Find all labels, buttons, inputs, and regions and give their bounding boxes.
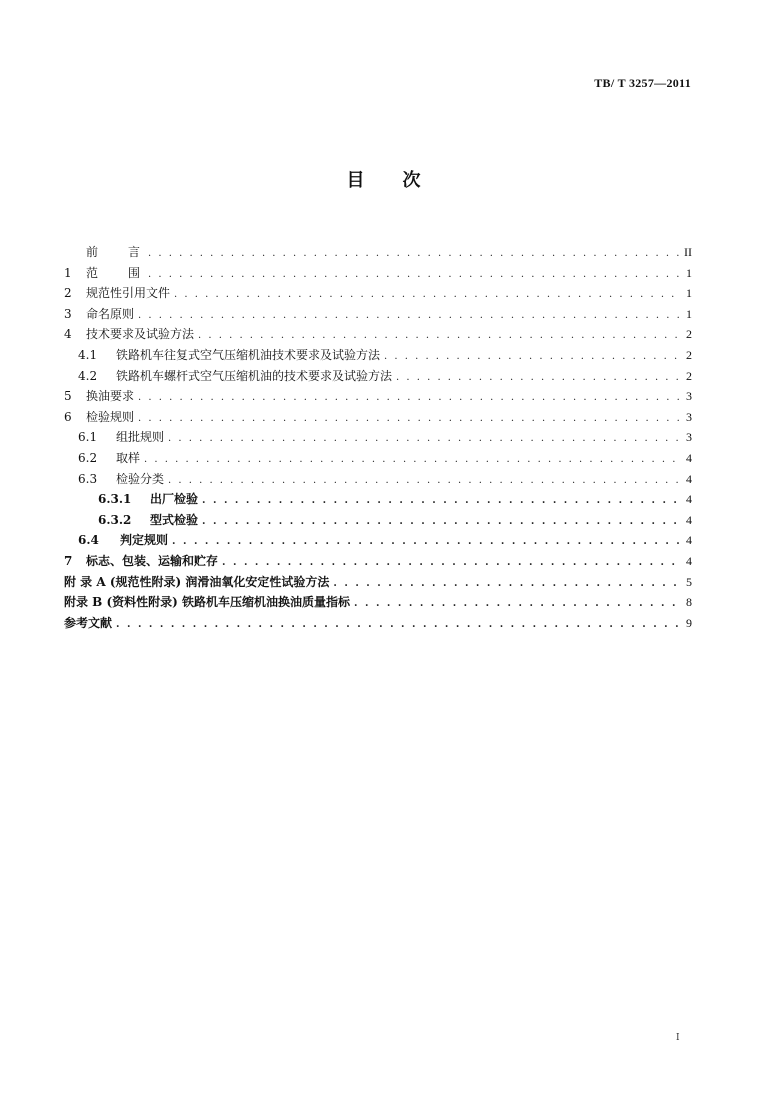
toc-entry[interactable] (64, 242, 692, 263)
dot-leader (202, 512, 680, 532)
toc-entry[interactable] (64, 283, 692, 304)
toc-entry[interactable] (64, 386, 692, 407)
page-number: I (676, 1033, 680, 1043)
dot-leader (333, 574, 680, 594)
toc-entry-number: 6.2 (78, 450, 98, 465)
table-of-contents (64, 242, 692, 633)
toc-entry-page: 4 (686, 492, 692, 507)
toc-entry-label: 附录 B (资料性附录) 铁路机车压缩机油换油质量指标 (64, 595, 351, 610)
toc-entry-label: 检验规则 (86, 409, 135, 424)
toc-entry[interactable] (64, 427, 692, 448)
toc-entry-page: 4 (686, 553, 692, 568)
toc-entry[interactable] (64, 324, 692, 345)
toc-entry-page: 2 (686, 347, 692, 362)
dot-leader (168, 471, 680, 491)
toc-entry[interactable] (64, 366, 692, 387)
toc-entry-page: 3 (686, 430, 692, 445)
dot-leader (174, 285, 680, 305)
toc-entry[interactable] (64, 613, 692, 634)
page-title: 目次 (346, 170, 459, 191)
dot-leader (116, 615, 680, 635)
toc-entry-page: II (684, 245, 692, 259)
toc-entry-label: 范围 (86, 265, 171, 280)
toc-entry-page: 2 (686, 368, 692, 383)
toc-entry-page: 2 (686, 327, 692, 342)
toc-entry-label: 取样 (116, 450, 141, 465)
toc-entry-number: 4.1 (78, 347, 98, 362)
toc-entry-label: 检验分类 (116, 471, 165, 486)
toc-entry-page: 4 (686, 450, 692, 465)
dot-leader (148, 265, 680, 285)
toc-entry[interactable] (64, 407, 692, 428)
toc-entry-label: 铁路机车螺杆式空气压缩机油的技术要求及试验方法 (116, 368, 393, 383)
toc-entry-number: 5 (64, 389, 72, 404)
toc-entry-number: 6 (64, 409, 72, 424)
toc-entry-label: 附 录 A (规范性附录) 润滑油氧化安定性试验方法 (64, 574, 330, 589)
toc-entry[interactable] (64, 572, 692, 593)
toc-entry-page: 3 (686, 409, 692, 424)
toc-entry[interactable] (64, 304, 692, 325)
toc-entry-page: 4 (686, 471, 692, 486)
document-code: TB/ T 3257—2011 (594, 76, 691, 90)
toc-entry-page: 8 (686, 595, 692, 610)
toc-entry-label: 前言 (86, 245, 171, 259)
dot-leader (202, 491, 680, 511)
dot-leader (222, 553, 680, 573)
toc-entry-number: 3 (64, 306, 72, 321)
toc-entry-page: 1 (686, 306, 692, 321)
dot-leader (384, 347, 680, 367)
toc-entry-number: 6.4 (78, 533, 99, 548)
toc-entry-number: 2 (64, 286, 72, 301)
dot-leader (144, 450, 680, 470)
toc-entry-number: 6.3.1 (98, 492, 132, 507)
dot-leader (172, 532, 680, 552)
toc-entry-page: 1 (686, 286, 692, 301)
toc-entry[interactable] (64, 263, 692, 284)
dot-leader (354, 594, 680, 614)
toc-entry-label: 组批规则 (116, 430, 165, 445)
toc-entry-page: 9 (686, 615, 692, 630)
toc-entry-label: 参考文献 (64, 615, 113, 630)
toc-entry-page: 1 (686, 265, 692, 280)
toc-entry-number: 1 (64, 265, 72, 280)
toc-entry[interactable] (64, 592, 692, 613)
dot-leader (198, 326, 680, 346)
toc-entry-label: 技术要求及试验方法 (86, 327, 195, 342)
toc-entry-number: 6.3 (78, 471, 98, 486)
toc-entry-label: 出厂检验 (150, 492, 199, 507)
dot-leader (138, 409, 680, 429)
dot-leader (168, 429, 680, 449)
dot-leader (148, 244, 680, 264)
toc-entry-page: 4 (686, 533, 692, 548)
toc-entry[interactable] (64, 469, 692, 490)
toc-entry[interactable] (64, 489, 692, 510)
toc-entry-page: 5 (686, 574, 692, 589)
toc-entry-number: 4 (64, 327, 72, 342)
toc-entry-number: 6.1 (78, 430, 98, 445)
toc-entry-label: 规范性引用文件 (86, 286, 171, 301)
dot-leader (138, 306, 680, 326)
toc-entry-label: 型式检验 (150, 512, 199, 527)
toc-entry-label: 换油要求 (86, 389, 135, 404)
toc-entry[interactable] (64, 510, 692, 531)
toc-entry-number: 6.3.2 (98, 512, 132, 527)
toc-entry[interactable] (64, 530, 692, 551)
toc-entry-number: 7 (64, 553, 73, 568)
toc-entry-page: 4 (686, 512, 692, 527)
dot-leader (138, 388, 680, 408)
toc-entry[interactable] (64, 448, 692, 469)
toc-entry-label: 命名原则 (86, 306, 135, 321)
toc-entry-label: 标志、包装、运输和贮存 (86, 553, 219, 568)
toc-entry-label: 判定规则 (120, 533, 169, 548)
toc-entry[interactable] (64, 551, 692, 572)
toc-entry-label: 铁路机车往复式空气压缩机油技术要求及试验方法 (116, 347, 381, 362)
toc-entry-number: 4.2 (78, 368, 98, 383)
dot-leader (396, 368, 680, 388)
toc-entry-page: 3 (686, 389, 692, 404)
toc-entry[interactable] (64, 345, 692, 366)
